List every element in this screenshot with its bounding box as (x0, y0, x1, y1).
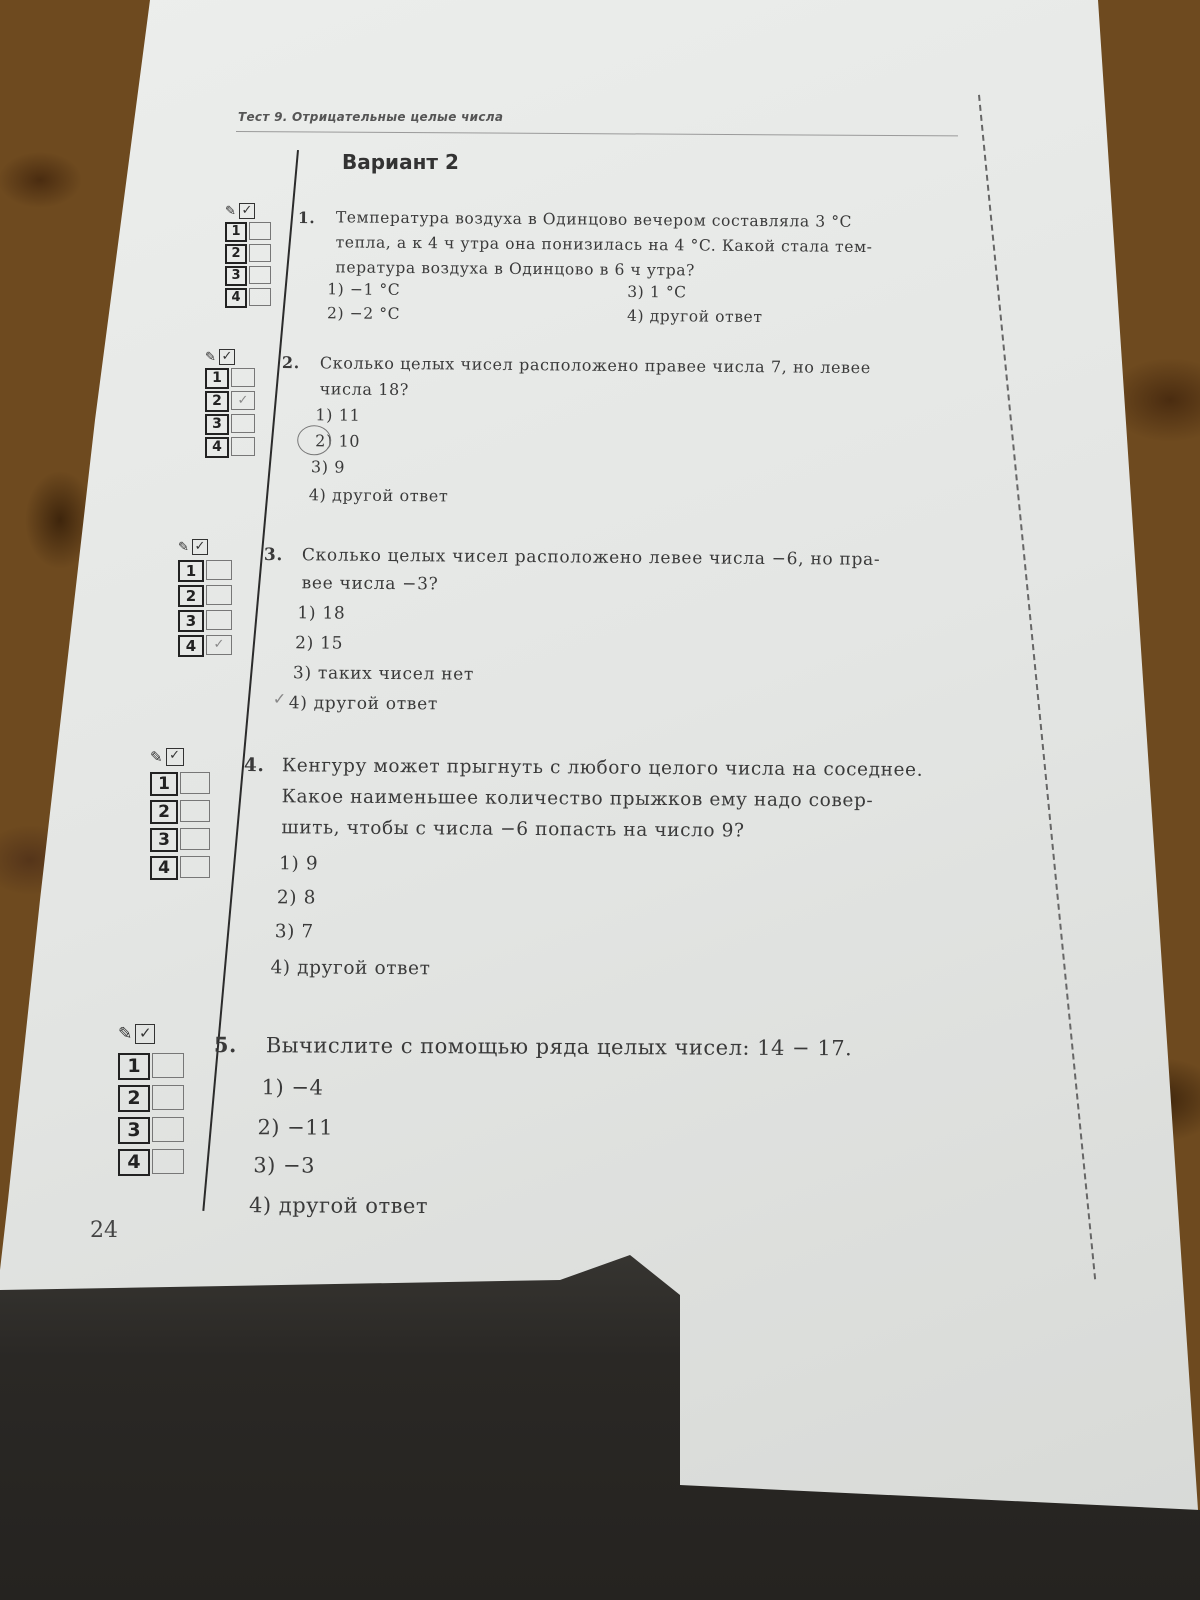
key-number: 1 (150, 772, 178, 796)
checkbox-checked-icon: ✓ (192, 539, 208, 555)
option-2[interactable]: 2) 15 (295, 633, 344, 654)
key-answer-box[interactable] (249, 266, 271, 284)
key-number: 3 (178, 610, 204, 632)
pencil-icon: ✎ (178, 539, 189, 555)
key-number: 4 (178, 635, 204, 657)
key-number: 2 (205, 391, 229, 412)
option-4[interactable]: 4) другой ответ (626, 306, 763, 327)
key-number: 3 (225, 266, 247, 286)
question-number: 3. (263, 544, 284, 566)
key-answer-box[interactable] (249, 288, 271, 306)
variant-title: Вариант 2 (342, 150, 459, 174)
key-number: 4 (225, 288, 247, 308)
option-2-selected[interactable]: 2) 10 (315, 431, 361, 451)
question-number: 5. (213, 1032, 237, 1058)
key-answer-box[interactable] (249, 244, 271, 262)
option-1[interactable]: 1) 18 (297, 603, 346, 624)
option-4[interactable]: 4) другой ответ (308, 485, 449, 506)
option-2[interactable]: 2) −2 °C (326, 304, 401, 323)
pencil-icon: ✎ (205, 349, 216, 365)
key-number: 4 (205, 437, 229, 458)
key-answer-box[interactable] (152, 1085, 184, 1110)
handwritten-check-mark: ✓ (272, 689, 287, 709)
option-1[interactable]: 1) 11 (315, 405, 361, 425)
key-answer-box[interactable] (180, 856, 210, 878)
option-3[interactable]: 3) 1 °C (627, 282, 687, 302)
key-number: 3 (205, 414, 229, 435)
key-answer-box[interactable] (206, 560, 232, 580)
question-text: Сколько целых чисел расположено правее числа 7, но левее числа 18? (319, 353, 871, 400)
key-answer-box-checked[interactable]: ✓ (206, 635, 232, 655)
option-4[interactable]: 4) другой ответ (270, 957, 431, 980)
option-3[interactable]: 3) −3 (253, 1153, 316, 1178)
key-answer-box[interactable] (152, 1149, 184, 1174)
key-number: 2 (118, 1085, 150, 1112)
key-answer-box[interactable] (180, 772, 210, 794)
pencil-icon: ✎ (150, 748, 163, 766)
circled-answer-mark (297, 425, 331, 455)
option-3[interactable]: 3) 7 (274, 921, 314, 943)
question-text: Температура воздуха в Одинцово вечером составляла 3 °C тепла, а к 4 ч утра она понизилась на 4 °C. Какой стала тем- пература воздуха в Одинцово в 6 ч утра? (335, 208, 873, 280)
key-answer-box[interactable] (249, 222, 271, 240)
key-answer-box[interactable] (231, 437, 255, 456)
checkbox-checked-icon: ✓ (219, 349, 235, 365)
page-number: 24 (90, 1218, 118, 1243)
question-text: Вычислите с помощью ряда целых чисел: 14 − 17. (265, 1033, 853, 1061)
question-number: 4. (243, 754, 265, 777)
question-text: Кенгуру может прыгнуть с любого целого числа на соседнее. Какое наименьшее количество прыжков ему надо совер- шить, чтобы с числа −6 попасть на число 9? (281, 755, 924, 842)
key-answer-box[interactable] (231, 414, 255, 433)
question-number: 1. (297, 207, 316, 228)
pencil-icon: ✎ (118, 1024, 133, 1044)
key-answer-box[interactable] (206, 585, 232, 605)
key-answer-box[interactable] (180, 828, 210, 850)
option-4-selected[interactable]: 4) другой ответ (288, 693, 439, 715)
option-3[interactable]: 3) 9 (310, 457, 346, 477)
key-number: 4 (150, 856, 178, 880)
key-number: 4 (118, 1149, 150, 1176)
key-answer-box-checked[interactable]: ✓ (231, 391, 255, 410)
key-answer-box[interactable] (206, 610, 232, 630)
key-answer-box[interactable] (152, 1117, 184, 1142)
key-number: 1 (118, 1053, 150, 1080)
option-3[interactable]: 3) таких чисел нет (292, 663, 475, 685)
checkbox-checked-icon: ✓ (239, 203, 255, 219)
question-text: Сколько целых чисел расположено левее числа −6, но пра- вее числа −3? (301, 545, 881, 595)
option-1[interactable]: 1) −1 °C (327, 280, 401, 299)
checkbox-checked-icon: ✓ (166, 748, 184, 766)
key-number: 1 (205, 368, 229, 389)
key-number: 3 (150, 828, 178, 852)
checkbox-checked-icon: ✓ (135, 1024, 155, 1044)
pencil-icon: ✎ (225, 203, 236, 219)
key-number: 1 (225, 222, 247, 242)
key-answer-box[interactable] (152, 1053, 184, 1078)
key-number: 1 (178, 560, 204, 582)
key-number: 3 (118, 1117, 150, 1144)
option-1[interactable]: 1) 9 (279, 853, 319, 875)
key-number: 2 (150, 800, 178, 824)
key-number: 2 (225, 244, 247, 264)
key-answer-box[interactable] (231, 368, 255, 387)
option-2[interactable]: 2) −11 (257, 1115, 334, 1140)
option-4[interactable]: 4) другой ответ (249, 1193, 429, 1219)
key-answer-box[interactable] (180, 800, 210, 822)
option-2[interactable]: 2) 8 (276, 887, 317, 909)
option-1[interactable]: 1) −4 (261, 1075, 324, 1100)
test-header-title: Тест 9. Отрицательные целые числа (238, 110, 504, 124)
question-number: 2. (281, 352, 300, 373)
key-number: 2 (178, 585, 204, 607)
